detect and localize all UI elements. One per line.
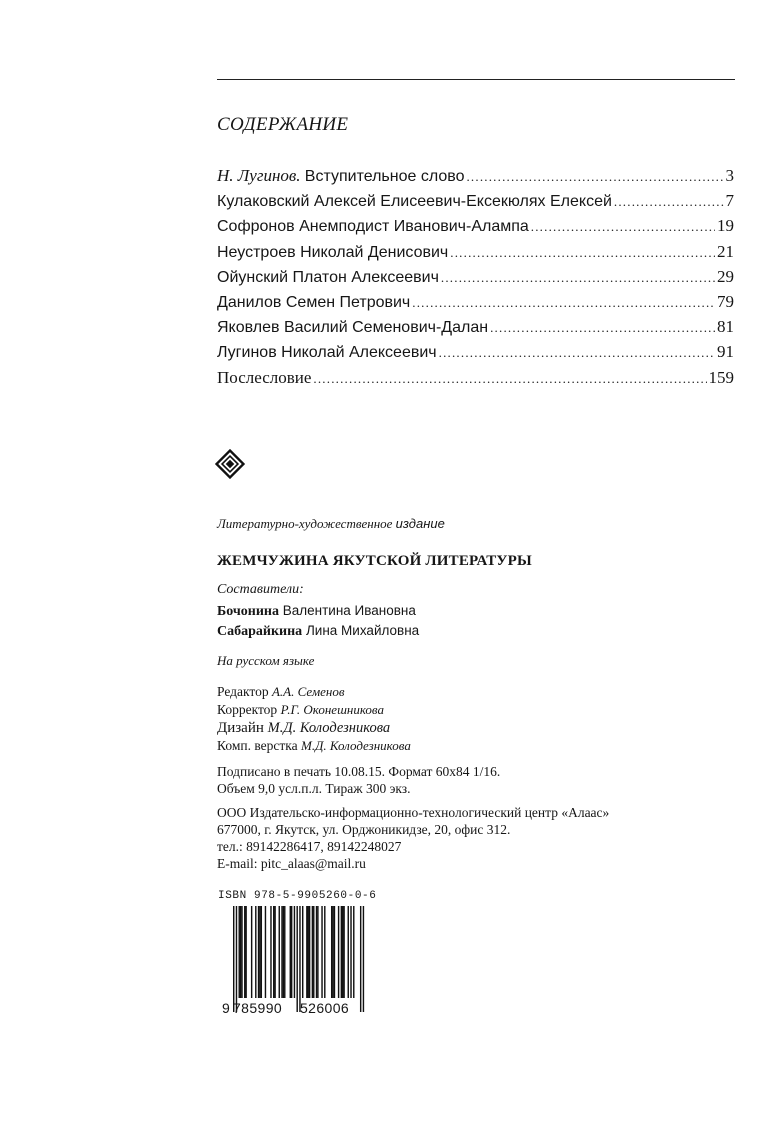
genre-label: Литературно-художественное (217, 516, 393, 531)
barcode-bar (245, 906, 246, 998)
publisher-name: ООО Издательско-информационно-технологический центр «Алаас» (217, 805, 610, 820)
toc-entry-title: Вступительное слово (304, 168, 465, 185)
barcode-bar (259, 906, 260, 998)
toc-entry-title: Яковлев Василий Семенович-Далан (217, 319, 489, 337)
ean-right-group: 526006 (300, 1000, 350, 1016)
barcode-bar (353, 906, 354, 998)
barcode-bar (290, 906, 291, 998)
barcode-bar (261, 906, 262, 998)
toc-leader-dots (466, 165, 723, 189)
toc-entry-title: Ойунский Платон Алексеевич (217, 268, 439, 286)
staff-credits (217, 683, 411, 755)
compiler-given-name: Лина Михайловна (305, 623, 420, 638)
toc-entry[interactable] (217, 265, 734, 290)
toc-entry[interactable] (217, 290, 734, 315)
barcode-bar (342, 906, 343, 998)
toc-entry[interactable] (217, 164, 734, 189)
compiler-name (217, 623, 419, 640)
print-signed-line: Подписано в печать 10.08.15. Формат 60x84 1/16. (217, 764, 501, 779)
barcode-bar (338, 906, 339, 998)
barcode-bar (283, 906, 284, 998)
barcode-bar (233, 906, 234, 1012)
barcode-bar (294, 906, 295, 998)
toc-entry-page: 81 (717, 317, 734, 337)
toc-entry-page: 29 (717, 266, 734, 286)
barcode-bar (343, 906, 344, 998)
toc-entry-page: 21 (717, 241, 734, 261)
toc-entry-title: Лугинов Николай Алексеевич (217, 344, 437, 362)
publisher-phone: тел.: 89142286417, 89142248027 (217, 839, 402, 854)
ean-left-group: 785990 (233, 1000, 283, 1016)
toc-entry-title: Послесловие (217, 367, 312, 387)
barcode-bar (334, 906, 335, 998)
toc-entry-page: 7 (725, 191, 734, 211)
toc-entry-page: 79 (717, 292, 734, 312)
barcode-bar (240, 906, 241, 998)
compiler-surname: Сабарайкина (217, 624, 303, 639)
toc-entry[interactable] (217, 340, 734, 365)
toc-entry-page: 19 (717, 216, 734, 236)
edition-genre (217, 516, 445, 532)
barcode-bar (291, 906, 292, 998)
layout-credit: Комп. верстка М.Д. Колодезникова (217, 738, 411, 753)
compiler-name (217, 603, 416, 620)
toc-leader-dots (313, 367, 706, 391)
barcode-bar (306, 906, 307, 998)
toc-entry-page: 3 (725, 166, 734, 185)
publisher-email[interactable]: E-mail: pitc_alaas@mail.ru (217, 856, 366, 871)
barcode-bar (309, 906, 310, 998)
publisher-details (217, 804, 609, 872)
barcode-bar (341, 906, 342, 998)
toc-leader-dots (614, 190, 724, 214)
barcode-bar (312, 906, 313, 998)
barcode-bar (281, 906, 282, 998)
barcode-bar (308, 906, 309, 998)
barcode-bar (299, 906, 300, 1012)
barcode-bar (324, 906, 325, 998)
editor-credit: Редактор А.А. Семенов (217, 684, 345, 699)
toc-entry-title: Кулаковский Алексей Елисеевич-Ексекюлях Елексей (217, 193, 612, 211)
toc-leader-dots (412, 291, 715, 315)
design-credit: Дизайн М.Д. Колодезникова (217, 720, 391, 736)
corrector-credit: Корректор Р.Г. Оконешникова (217, 702, 384, 717)
compiler-surname: Бочонина (217, 604, 279, 619)
top-rule (217, 79, 735, 80)
toc-leader-dots (531, 215, 715, 239)
toc-entry-title: Данилов Семен Петрович (217, 294, 411, 312)
publisher-diamond-logo-icon (215, 449, 245, 479)
print-details (217, 763, 500, 797)
barcode-bar (251, 906, 252, 998)
contents-heading: СОДЕРЖАНИЕ (217, 114, 349, 135)
publisher-address: 677000, г. Якутск, ул. Орджоникидзе, 20, офис 312. (217, 822, 511, 837)
barcode-bar (316, 906, 317, 998)
table-of-contents (217, 164, 734, 391)
barcode-bar (270, 906, 271, 998)
barcode-bar (258, 906, 259, 998)
book-title: ЖЕМЧУЖИНА ЯКУТСКОЙ ЛИТЕРАТУРЫ (217, 553, 532, 569)
language-note: На русском языке (217, 653, 315, 668)
edition-label: издание (395, 516, 445, 531)
barcode-bar (350, 906, 351, 998)
toc-entry-page: 159 (708, 367, 734, 387)
barcode-bar (363, 906, 364, 1012)
barcode-bar (331, 906, 332, 998)
barcode-bar (239, 906, 240, 998)
barcode-bar (284, 906, 285, 998)
barcode-bar (321, 906, 322, 998)
barcode-bar (236, 906, 237, 1012)
toc-leader-dots (439, 341, 715, 365)
toc-entry-title: Неустроев Николай Денисович (217, 243, 449, 261)
toc-entry[interactable] (217, 240, 734, 265)
toc-entry[interactable] (217, 214, 734, 239)
barcode-bar (265, 906, 266, 998)
barcode-bar (241, 906, 242, 998)
barcode-bar (332, 906, 333, 998)
toc-entry[interactable] (217, 366, 734, 391)
print-volume-line: Объем 9,0 усл.п.л. Тираж 300 экз. (217, 781, 411, 796)
barcode-bar (313, 906, 314, 998)
barcode-bar (348, 906, 349, 998)
barcode-bar (273, 906, 274, 998)
toc-entry-title: Софронов Анемподист Иванович-Алампа (217, 218, 529, 236)
toc-entry[interactable] (217, 315, 734, 340)
barcode-bar (360, 906, 361, 1012)
ean-first-digit: 9 (222, 1000, 230, 1016)
toc-entry[interactable] (217, 189, 734, 214)
toc-leader-dots (490, 316, 715, 340)
barcode-bar (317, 906, 318, 998)
compiler-given-name: Валентина Ивановна (282, 603, 416, 618)
toc-entry-page: 91 (717, 342, 734, 362)
barcode-bar (302, 906, 303, 998)
barcode-bar (296, 906, 297, 1012)
barcode-bar (255, 906, 256, 998)
barcode-bar (279, 906, 280, 998)
barcode-bar (274, 906, 275, 998)
isbn-label: ISBN 978-5-9905260-0-6 (218, 890, 377, 902)
toc-leader-dots (450, 241, 715, 265)
barcode-bar (244, 906, 245, 998)
toc-leader-dots (441, 266, 715, 290)
toc-entry-author: Н. Лугинов. (217, 166, 301, 185)
compilers-label: Составители: (217, 582, 304, 597)
